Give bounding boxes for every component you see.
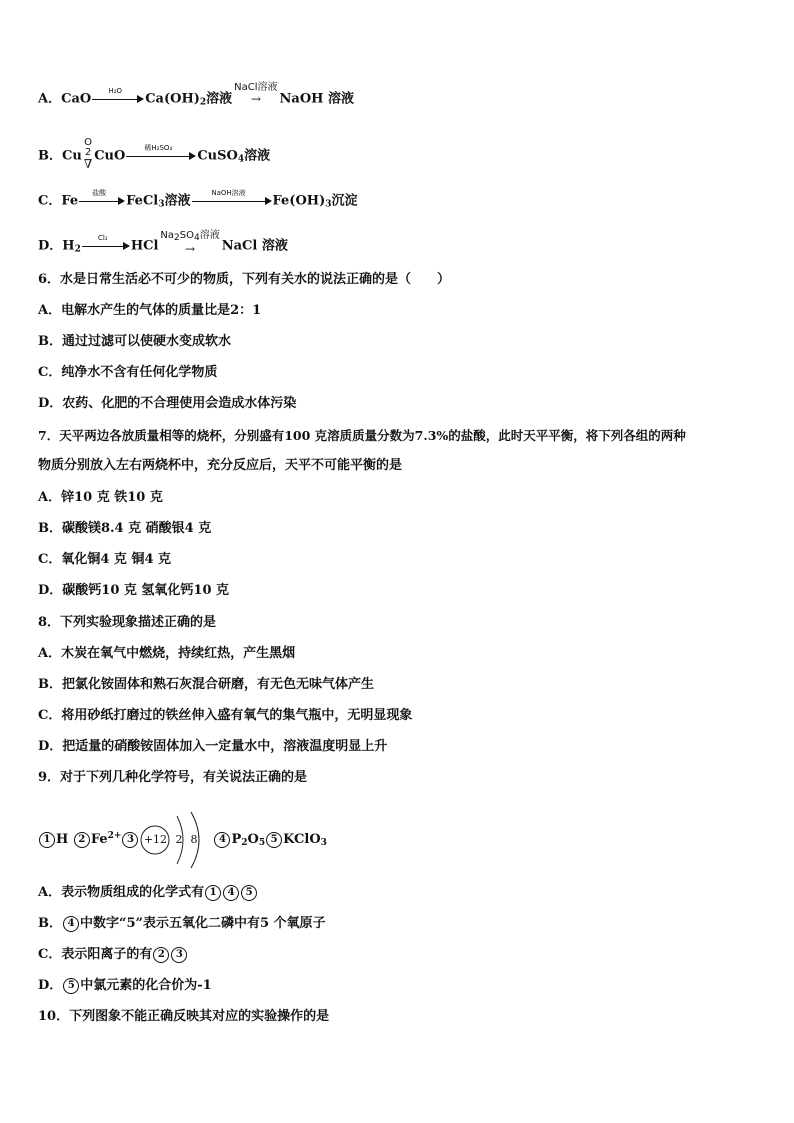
condition-stack <box>234 83 277 105</box>
circled-number: 4 <box>214 832 230 848</box>
option-text: A．表示物质组成的化学式有 <box>38 885 205 900</box>
circled-number: 3 <box>171 947 187 963</box>
formula-feoh3: Fe(OH) <box>272 193 326 209</box>
reaction-arrow <box>82 234 130 255</box>
right-arrow-icon: → <box>185 242 196 256</box>
reaction-arrow <box>192 189 272 210</box>
option-letter: B． <box>38 916 62 931</box>
symbol-p2o5: P <box>231 832 242 847</box>
q9-option-a <box>38 884 258 902</box>
q5-option-c <box>38 189 358 214</box>
q5-option-a <box>38 82 354 112</box>
arrow-label: H₂O <box>108 87 122 95</box>
electron-shell-count: 2 <box>175 832 183 846</box>
reaction-arrow <box>79 189 125 210</box>
formula-caoh2: Ca(OH) <box>145 91 200 107</box>
formula-fe: Fe <box>61 193 79 209</box>
condition-label: O 2 <box>84 137 92 158</box>
q8-option-d: D．把适量的硝酸铵固体加入一定量水中，溶液温度明显上升 <box>38 739 388 754</box>
option-letter: D． <box>38 238 63 254</box>
circled-number: 5 <box>241 885 257 901</box>
option-text: 中氯元素的化合价为-1 <box>80 978 212 993</box>
q6-option-d: D．农药、化肥的不合理使用会造成水体污染 <box>38 396 297 411</box>
solution-label: 溶液 <box>206 91 233 107</box>
q6-stem: 6．水是日常生活必不可少的物质，下列有关水的说法正确的是（ ） <box>38 272 451 287</box>
q9-symbols <box>38 806 327 873</box>
circled-number: 3 <box>122 832 138 848</box>
q7-stem-line1: 7．天平两边各放质量相等的烧杯，分别盛有100 克溶质质量分数为7.3%的盐酸，此时天平平衡，将下列各组的两种 <box>38 428 686 443</box>
symbol-fe: Fe <box>90 832 108 847</box>
circled-number: 4 <box>63 916 79 932</box>
circled-number: 2 <box>153 947 169 963</box>
circled-number: 2 <box>74 832 90 848</box>
solution-label: 溶液 <box>164 193 191 209</box>
formula-cao: CaO <box>61 91 92 107</box>
condition-stack <box>84 138 92 170</box>
arrow-label: 盐酸 <box>92 189 107 197</box>
circled-number: 5 <box>63 978 79 994</box>
q8-option-b: B．把氯化铵固体和熟石灰混合研磨，有无色无味气体产生 <box>38 677 374 692</box>
right-arrow-icon: → <box>250 92 261 106</box>
formula-fecl3: FeCl <box>126 193 159 209</box>
option-letter: D． <box>38 978 63 993</box>
arrow-label: 稀H₂SO₄ <box>144 144 173 152</box>
symbol-o: O <box>247 832 259 847</box>
q5-option-b <box>38 137 271 172</box>
subscript: 5 <box>258 838 266 848</box>
condition-label: NaCl溶液 <box>234 82 278 93</box>
precipitate-label: 沉淀 <box>331 193 358 209</box>
formula-hcl: HCl <box>130 238 159 254</box>
reaction-arrow <box>92 87 144 108</box>
formula-nacl: NaCl 溶液 <box>221 238 288 254</box>
superscript-charge: 2+ <box>107 831 122 841</box>
atomic-structure-diagram <box>139 810 213 870</box>
q9-option-c <box>38 946 188 964</box>
formula-cuso4: CuSO <box>197 148 238 164</box>
q8-stem: 8．下列实验现象描述正确的是 <box>38 615 217 630</box>
option-letter: C． <box>38 193 62 209</box>
circled-number: 1 <box>39 832 55 848</box>
symbol-kclo3: KClO <box>283 832 321 847</box>
option-text: 中数字“5”表示五氧化二磷中有5 个氧原子 <box>80 916 326 931</box>
q7-option-c: C．氧化铜4 克 铜4 克 <box>38 552 172 567</box>
symbol-h: H <box>56 832 69 847</box>
condition-stack <box>160 231 219 255</box>
q7-option-b: B．碳酸镁8.4 克 硝酸银4 克 <box>38 521 212 536</box>
arrow-label: NaOH溶液 <box>211 189 246 197</box>
formula-h2: H <box>62 238 75 254</box>
q7-stem-line2: 物质分别放入左右两烧杯中，充分反应后，天平不可能平衡的是 <box>38 458 403 473</box>
subscript: 2 <box>74 244 81 255</box>
q5-option-d <box>38 230 288 259</box>
formula-naoh: NaOH 溶液 <box>279 91 354 107</box>
subscript: 3 <box>320 838 327 848</box>
option-letter: A． <box>38 91 62 107</box>
q9-option-d <box>38 977 212 995</box>
condition-label: $Na_2SO_4$溶液 <box>160 230 220 243</box>
q8-option-a: A．木炭在氧气中燃烧，持续红热，产生黑烟 <box>38 646 296 661</box>
circled-number: 5 <box>266 832 282 848</box>
electron-shell-count: 8 <box>190 832 198 846</box>
subscript: 3 <box>158 199 165 210</box>
heat-triangle-icon: ∇ <box>83 157 93 171</box>
q8-option-c: C．将用砂纸打磨过的铁丝伸入盛有氧气的集气瓶中，无明显现象 <box>38 708 413 723</box>
q7-option-d: D．碳酸钙10 克 氢氧化钙10 克 <box>38 583 230 598</box>
subscript: 2 <box>199 97 207 108</box>
solution-label: 溶液 <box>244 148 271 164</box>
subscript: 3 <box>325 199 332 210</box>
subscript: 4 <box>237 154 245 165</box>
subscript: 2 <box>241 838 248 848</box>
formula-cu: Cu <box>62 148 82 164</box>
circled-number: 1 <box>205 885 221 901</box>
formula-cuo: CuO <box>94 148 126 164</box>
arrow-label: Cl₂ <box>98 234 108 242</box>
q9-option-b <box>38 915 326 933</box>
reaction-arrow <box>126 144 196 165</box>
q7-option-a: A．锌10 克 铁10 克 <box>38 490 163 505</box>
q9-stem: 9．对于下列几种化学符号，有关说法正确的是 <box>38 770 308 785</box>
nucleus-charge: +12 <box>143 832 168 846</box>
q6-option-c: C．纯净水不含有任何化学物质 <box>38 365 218 380</box>
option-text: C．表示阳离子的有 <box>38 947 153 962</box>
q6-option-a: A．电解水产生的气体的质量比是2：1 <box>38 303 262 318</box>
q6-option-b: B．通过过滤可以使硬水变成软水 <box>38 334 231 349</box>
circled-number: 4 <box>223 885 239 901</box>
option-letter: B． <box>38 148 62 164</box>
q10-stem: 10．下列图象不能正确反映其对应的实验操作的是 <box>38 1009 330 1024</box>
